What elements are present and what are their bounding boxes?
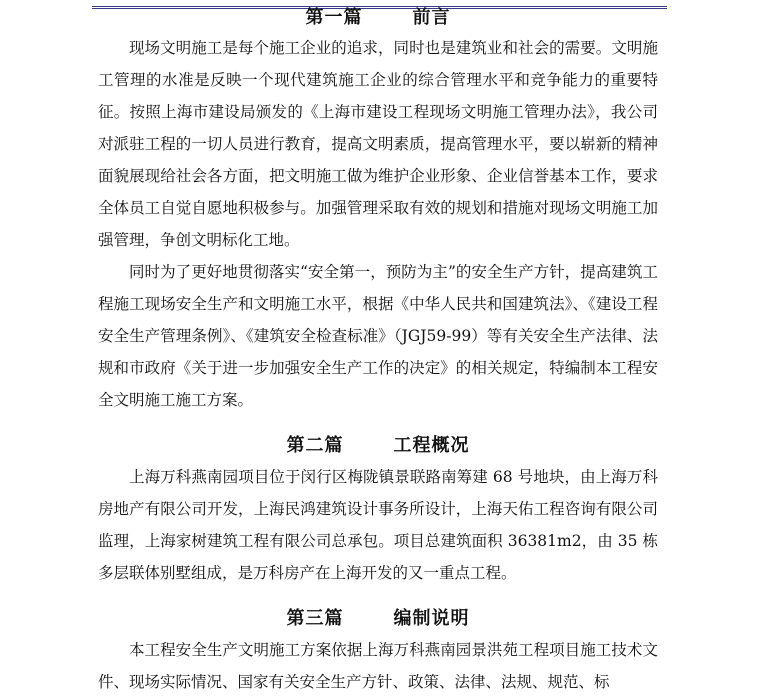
preface-paragraph-1: 现场文明施工是每个施工企业的追求，同时也是建筑业和社会的需要。文明施工管理的水准是反映一个现代建筑施工企业的综合管理水平和竞争能力的重要特征。按照上海市建设局颁发的《上海市建设工程现场文明施工管理办法》，我公司对派驻工程的一切人员进行教育，提高文明素质，提高管理水平，要以崭新的精神面貌展现给社会各方面，把文明施工做为维护企业形象、企业信誉基本工作，要求全体员工自觉自愿地积极参与。加强管理采取有效的规划和措施对现场文明施工加强管理，争创文明标化工地。	[98, 39, 658, 249]
section-name: 编制说明	[393, 608, 470, 629]
section-title-overview	[98, 431, 658, 461]
overview-paragraph-1: 上海万科燕南园项目位于闵行区梅陇镇景联路南筹建 68 号地块，由上海万科房地产有限公司开发，上海民鸿建筑设计事务所设计，上海天佑工程咨询有限公司监理，上海家树建筑工程有限公司总承包。项目总建筑面积 36381m2，由 35 栋多层联体别墅组成，是万科房产在上海开发的又一重点工程。	[98, 468, 658, 582]
section-name: 工程概况	[393, 435, 470, 456]
document-page	[98, 0, 658, 698]
section-number: 第二篇	[286, 435, 344, 456]
compilation-paragraph-1: 本工程安全生产文明施工方案依据上海万科燕南园景洪苑工程项目施工技术文件、现场实际情况、国家有关安全生产方针、政策、法律、法规、规范、标	[98, 641, 658, 691]
section-name: 前言	[412, 7, 451, 28]
section-title-preface	[98, 4, 658, 32]
section-number: 第一篇	[305, 7, 363, 28]
section-title-compilation	[98, 604, 658, 634]
preface-paragraph-2: 同时为了更好地贯彻落实“安全第一，预防为主”的安全生产方针，提高建筑工程施工现场安全生产和文明施工水平，根据《中华人民共和国建筑法》、《建设工程安全生产管理条例》、《建筑安全检查标准》（JGJ59-99）等有关安全生产法律、法规和市政府《关于进一步加强安全生产工作的决定》的相关规定，特编制本工程安全文明施工施工方案。	[98, 263, 658, 409]
section-number: 第三篇	[286, 608, 344, 629]
